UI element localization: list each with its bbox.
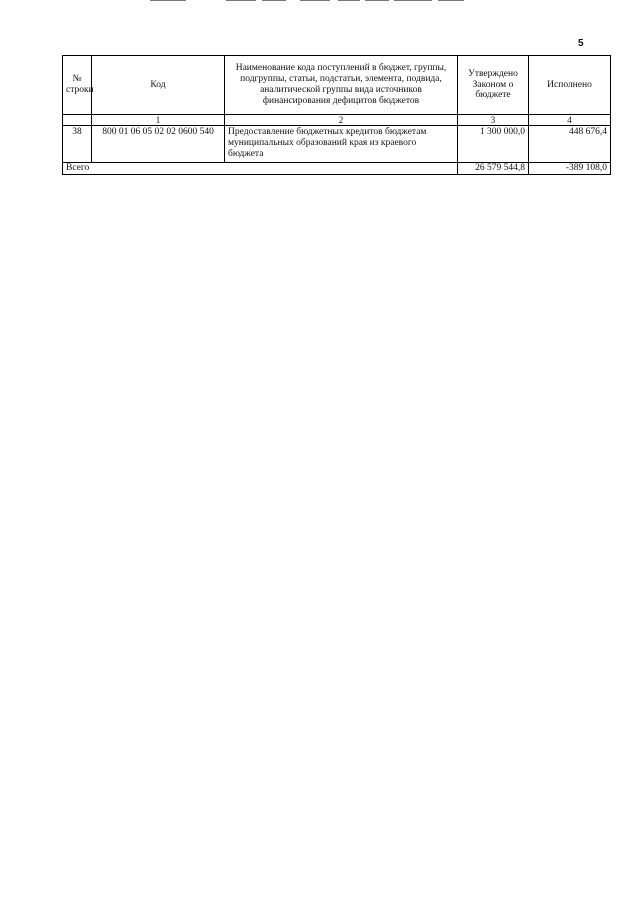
column-index: 2 bbox=[225, 115, 458, 126]
column-index-blank bbox=[63, 115, 92, 126]
header-name: Наименование кода поступлений в бюджет, группы, подгруппы, статьи, подстатьи, элемента, подвида, аналитической группы вида источников финансирования дефицитов бюджетов bbox=[225, 56, 458, 115]
cell-name: Предоставление бюджетных кредитов бюджетам муниципальных образований края из краевого бюджета bbox=[225, 126, 458, 163]
cell-row-number: 38 bbox=[63, 126, 92, 163]
page-number: 5 bbox=[578, 38, 584, 49]
column-index: 3 bbox=[458, 115, 529, 126]
total-label: Всего bbox=[63, 163, 225, 175]
column-index-row bbox=[63, 115, 611, 126]
budget-sources-table bbox=[62, 55, 611, 175]
cell-approved: 1 300 000,0 bbox=[458, 126, 529, 163]
header-row-number: № строки bbox=[63, 56, 92, 115]
table-row bbox=[63, 126, 611, 163]
table-header-row bbox=[63, 56, 611, 115]
header-executed: Исполнено bbox=[529, 56, 611, 115]
total-executed: -389 108,0 bbox=[529, 163, 611, 175]
total-row bbox=[63, 163, 611, 175]
column-index: 1 bbox=[92, 115, 225, 126]
cell-executed: 448 676,4 bbox=[529, 126, 611, 163]
header-approved: Утверждено Законом о бюджете bbox=[458, 56, 529, 115]
scan-artifact-lines bbox=[0, 0, 640, 4]
header-code: Код bbox=[92, 56, 225, 115]
budget-sources-table-container bbox=[62, 55, 610, 175]
column-index: 4 bbox=[529, 115, 611, 126]
total-approved: 26 579 544,8 bbox=[458, 163, 529, 175]
cell-code: 800 01 06 05 02 02 0600 540 bbox=[92, 126, 225, 163]
total-blank-cell bbox=[225, 163, 458, 175]
